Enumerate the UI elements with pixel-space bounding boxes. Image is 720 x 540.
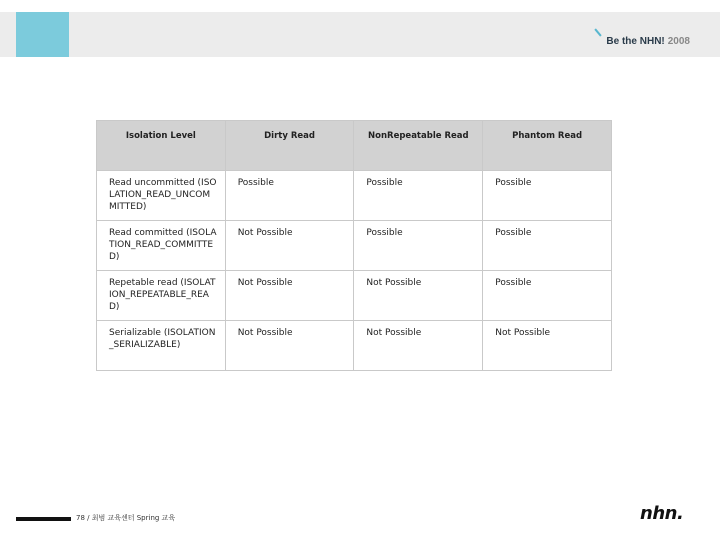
brand-slogan [606, 36, 690, 47]
cell-nonrepeatable-read: Possible [354, 221, 483, 271]
footer-bar [16, 517, 71, 521]
isolation-level-table [96, 120, 612, 371]
cell-phantom-read: Possible [483, 271, 612, 321]
cell-phantom-read: Possible [483, 221, 612, 271]
cell-phantom-read: Not Possible [483, 321, 612, 371]
accent-square [16, 12, 69, 57]
cell-isolation-level: Repetable read (ISOLATION_REPEATABLE_READ) [97, 271, 226, 321]
cell-nonrepeatable-read: Not Possible [354, 271, 483, 321]
cell-dirty-read: Not Possible [225, 221, 354, 271]
table-header-row [97, 121, 612, 171]
cell-dirty-read: Not Possible [225, 321, 354, 371]
header-dirty-read: Dirty Read [225, 121, 354, 171]
header-band [0, 12, 720, 57]
header-nonrepeatable-read: NonRepeatable Read [354, 121, 483, 171]
cell-dirty-read: Not Possible [225, 271, 354, 321]
cell-nonrepeatable-read: Possible [354, 171, 483, 221]
table-row [97, 271, 612, 321]
table-row [97, 321, 612, 371]
cell-dirty-read: Possible [225, 171, 354, 221]
header-phantom-read: Phantom Read [483, 121, 612, 171]
nhn-logo: nhn. [640, 503, 684, 524]
cell-nonrepeatable-read: Not Possible [354, 321, 483, 371]
cell-isolation-level: Read committed (ISOLATION_READ_COMMITTED) [97, 221, 226, 271]
table-row [97, 171, 612, 221]
brand-year: 2008 [667, 36, 690, 47]
cell-phantom-read: Possible [483, 171, 612, 221]
header-isolation-level: Isolation Level [97, 121, 226, 171]
footer-text: 78 / 최범 교육센터 Spring 교육 [76, 514, 176, 522]
cell-isolation-level: Read uncommitted (ISOLATION_READ_UNCOMMITTED) [97, 171, 226, 221]
brand-text: Be the NHN! [606, 36, 665, 47]
table-row [97, 221, 612, 271]
cell-isolation-level: Serializable (ISOLATION_SERIALIZABLE) [97, 321, 226, 371]
